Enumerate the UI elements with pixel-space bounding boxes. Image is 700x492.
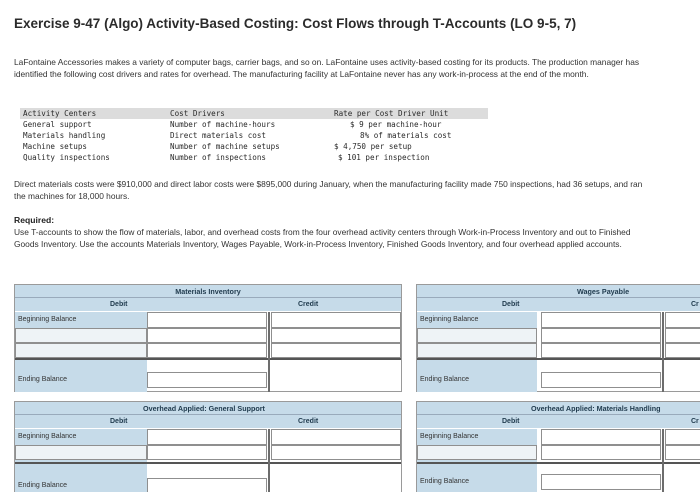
credit-cell[interactable] [665, 429, 700, 445]
t-account-subheader [15, 298, 401, 311]
total-line [417, 358, 700, 360]
credit-label: Credit [298, 418, 319, 425]
rates-driver: Number of inspections [170, 153, 267, 162]
credit-cell[interactable] [271, 343, 401, 358]
account-cell[interactable] [417, 343, 537, 358]
beginning-balance-label: Beginning Balance [420, 316, 479, 323]
t-account-subheader [15, 415, 401, 428]
rates-table [20, 108, 488, 166]
total-line [15, 462, 401, 464]
ending-debit-cell[interactable] [541, 474, 661, 490]
t-account-title: Materials Inventory [15, 285, 401, 298]
ending-debit-cell[interactable] [147, 478, 267, 492]
intro-paragraph: LaFontaine Accessories makes a variety of computer bags, carrier bags, and so on. LaFontaine uses activity-based costing for its products. The production manager has identified the following cost drivers and rates for overhead. The manufacturing facility at LaFontaine never has any work-in-process at the end of the month. [14, 57, 640, 79]
credit-cell[interactable] [271, 445, 401, 460]
credit-label: Cr [691, 418, 699, 425]
debit-cell[interactable] [147, 312, 267, 328]
credit-cell[interactable] [665, 343, 700, 358]
t-account-materials-inventory [14, 284, 402, 392]
t-account-wages-payable [416, 284, 700, 392]
rates-header-row [20, 108, 488, 119]
t-account-title: Overhead Applied: Materials Handling [417, 402, 700, 415]
debit-cell[interactable] [541, 328, 661, 343]
debit-cell[interactable] [147, 429, 267, 445]
ending-balance-label: Ending Balance [18, 376, 68, 383]
account-cell[interactable] [15, 343, 147, 358]
debit-label: Debit [502, 418, 520, 425]
rates-row [20, 130, 488, 141]
rates-row [20, 141, 488, 152]
t-account-overhead-materials-handling [416, 401, 700, 492]
ending-balance-label: Ending Balance [420, 478, 470, 485]
beginning-balance-label: Beginning Balance [18, 316, 77, 323]
debit-cell[interactable] [541, 445, 661, 460]
debit-cell[interactable] [147, 343, 267, 358]
rates-row [20, 119, 488, 130]
rates-driver: Direct materials cost [170, 131, 267, 140]
account-cell[interactable] [417, 445, 537, 460]
debit-label: Debit [110, 301, 128, 308]
debit-label: Debit [110, 418, 128, 425]
rates-rate: $ 101 per inspection [338, 153, 430, 162]
rates-header-activity: Activity Centers [23, 109, 97, 118]
beginning-balance-label: Beginning Balance [18, 433, 77, 440]
rates-driver: Number of machine-hours [170, 120, 276, 129]
page-title: Exercise 9-47 (Algo) Activity-Based Costing: Cost Flows through T-Accounts (LO 9-5, 7) [14, 16, 577, 31]
rates-activity: General support [23, 120, 92, 129]
required-paragraph: Use T-accounts to show the flow of materials, labor, and overhead costs from the four overhead activity centers through Work-in-Process Inventory and out to Finished Goods Inventory. Use the accounts Materials Inventory, Wages Payable, Work-in-Process Inventory, Finished Goods Inventory, and four overhead applied accounts. [14, 227, 631, 249]
credit-cell[interactable] [665, 312, 700, 328]
rates-row [20, 152, 488, 163]
credit-cell[interactable] [665, 445, 700, 460]
t-account-title: Wages Payable [417, 285, 700, 298]
ending-balance-label: Ending Balance [420, 376, 470, 383]
t-account-subheader [417, 298, 700, 311]
rates-rate: 8% of materials cost [360, 131, 452, 140]
credit-cell[interactable] [271, 328, 401, 343]
t-account-overhead-general-support [14, 401, 402, 492]
rates-header-driver: Cost Drivers [170, 109, 225, 118]
t-divider [662, 429, 664, 492]
ending-balance-label: Ending Balance [18, 482, 68, 489]
debit-cell[interactable] [147, 445, 267, 460]
t-account-subheader [417, 415, 700, 428]
rates-activity: Materials handling [23, 131, 106, 140]
credit-label: Cr [691, 301, 699, 308]
debit-label: Debit [502, 301, 520, 308]
ending-debit-cell[interactable] [541, 372, 661, 388]
credit-cell[interactable] [665, 328, 700, 343]
rates-rate: $ 9 per machine-hour [350, 120, 442, 129]
t-divider [268, 429, 270, 492]
debit-cell[interactable] [541, 429, 661, 445]
total-line [15, 358, 401, 360]
credit-cell[interactable] [271, 429, 401, 445]
ending-debit-cell[interactable] [147, 372, 267, 388]
rates-activity: Machine setups [23, 142, 88, 151]
t-account-title: Overhead Applied: General Support [15, 402, 401, 415]
rates-rate: $ 4,750 per setup [334, 142, 412, 151]
rates-activity: Quality inspections [23, 153, 110, 162]
debit-cell[interactable] [541, 343, 661, 358]
required-heading: Required: [14, 215, 55, 225]
rates-driver: Number of machine setups [170, 142, 280, 151]
t-divider [268, 312, 270, 392]
account-cell[interactable] [15, 445, 147, 460]
t-divider [662, 312, 664, 392]
credit-cell[interactable] [271, 312, 401, 328]
account-cell[interactable] [417, 328, 537, 343]
debit-cell[interactable] [541, 312, 661, 328]
total-line [417, 462, 700, 464]
facts-paragraph: Direct materials costs were $910,000 and direct labor costs were $895,000 during January, when the manufacturing facility made 750 inspections, had 36 setups, and ran the machines for 18,000 hours. [14, 179, 643, 201]
debit-cell[interactable] [147, 328, 267, 343]
credit-label: Credit [298, 301, 319, 308]
rates-header-rate: Rate per Cost Driver Unit [334, 109, 449, 118]
account-cell[interactable] [15, 328, 147, 343]
beginning-balance-label: Beginning Balance [420, 433, 479, 440]
